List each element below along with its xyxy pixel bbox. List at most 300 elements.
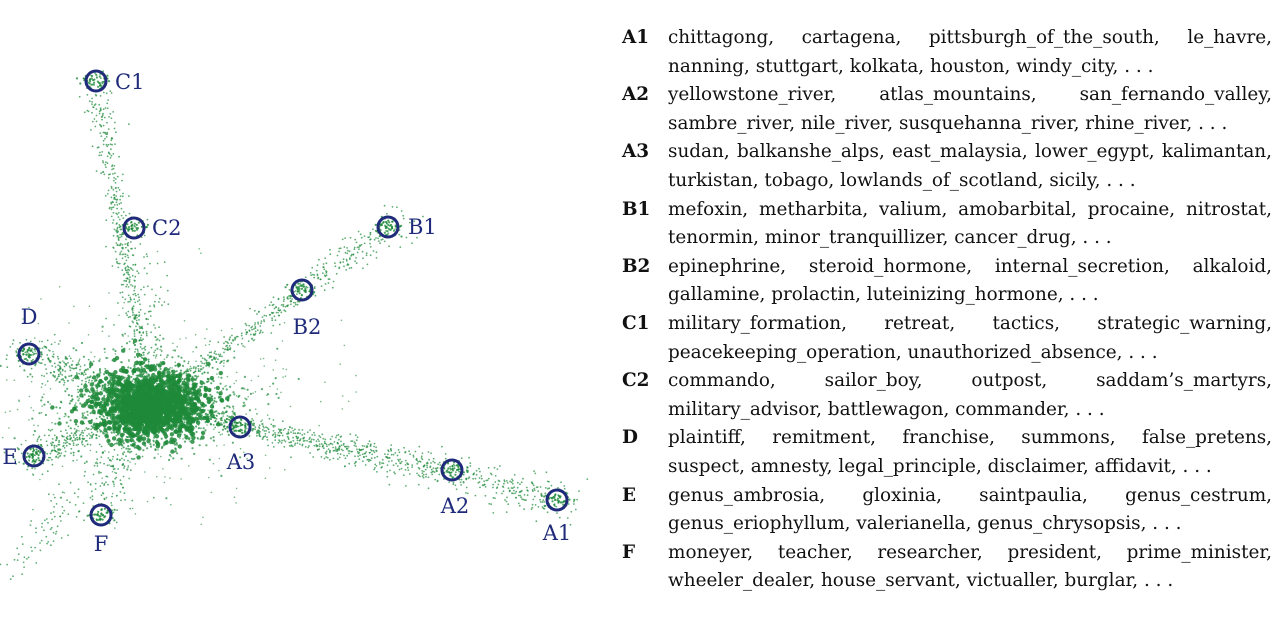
scatter-point: [17, 348, 19, 350]
scatter-point: [153, 364, 155, 366]
scatter-point: [234, 412, 236, 414]
scatter-point: [144, 389, 146, 391]
scatter-point: [51, 365, 53, 367]
scatter-point: [164, 358, 166, 360]
scatter-point: [253, 328, 255, 330]
scatter-point: [28, 419, 30, 421]
scatter-point: [283, 439, 285, 441]
scatter-point: [119, 459, 121, 461]
scatter-point: [332, 287, 334, 289]
scatter-point: [335, 448, 337, 450]
scatter-point: [370, 443, 372, 445]
scatter-point: [294, 443, 296, 445]
scatter-point: [215, 361, 217, 363]
scatter-point: [139, 376, 141, 378]
scatter-point: [44, 435, 46, 437]
scatter-point: [120, 361, 122, 363]
scatter-point: [92, 377, 94, 379]
scatter-point: [281, 442, 283, 444]
scatter-point: [64, 370, 66, 372]
scatter-point: [183, 360, 185, 362]
scatter-point: [118, 216, 120, 218]
scatter-point: [197, 365, 199, 367]
scatter-point: [149, 263, 151, 265]
scatter-point: [185, 405, 187, 407]
scatter-point: [154, 457, 156, 459]
scatter-point: [389, 484, 391, 486]
scatter-point: [233, 383, 235, 385]
scatter-point: [64, 492, 66, 494]
scatter-point: [277, 312, 279, 314]
scatter-point: [129, 428, 131, 430]
scatter-point: [134, 280, 136, 282]
scatter-point: [355, 375, 357, 377]
scatter-point: [511, 487, 513, 489]
scatter-point: [81, 380, 83, 382]
scatter-point: [200, 380, 202, 382]
scatter-point: [388, 245, 390, 247]
scatter-point: [47, 445, 49, 447]
scatter-point: [275, 359, 277, 361]
scatter-point: [416, 463, 418, 465]
scatter-point: [112, 406, 114, 408]
scatter-point: [209, 394, 211, 396]
scatter-point: [430, 452, 432, 454]
scatter-point: [123, 386, 125, 388]
scatter-point: [358, 448, 360, 450]
scatter-point: [119, 400, 121, 402]
scatter-point: [154, 306, 156, 308]
scatter-point: [535, 504, 537, 506]
scatter-point: [125, 280, 127, 282]
scatter-point: [287, 296, 289, 298]
scatter-point: [144, 471, 146, 473]
scatter-point: [518, 495, 520, 497]
scatter-point: [181, 412, 183, 414]
scatter-point: [461, 479, 463, 481]
scatter-point: [508, 487, 510, 489]
scatter-point: [192, 381, 194, 383]
scatter-point: [208, 416, 210, 418]
scatter-point: [171, 370, 173, 372]
scatter-point: [125, 382, 127, 384]
scatter-point: [391, 460, 393, 462]
scatter-point: [426, 463, 428, 465]
scatter-point: [210, 413, 212, 415]
scatter-point: [105, 403, 107, 405]
scatter-point: [77, 362, 79, 364]
scatter-point: [57, 421, 61, 425]
scatter-point: [130, 284, 132, 286]
scatter-point: [45, 384, 47, 386]
scatter-point: [418, 484, 420, 486]
scatter-point: [100, 126, 102, 128]
scatter-point: [321, 433, 323, 435]
scatter-point: [185, 398, 187, 400]
scatter-point: [128, 317, 130, 319]
scatter-point: [215, 421, 217, 423]
scatter-point: [106, 144, 108, 146]
scatter-point: [255, 408, 257, 410]
scatter-point: [205, 393, 207, 395]
scatter-point: [135, 435, 137, 437]
scatter-point: [88, 382, 90, 384]
scatter-point: [299, 443, 301, 445]
scatter-point: [188, 412, 190, 414]
scatter-point: [167, 396, 169, 398]
scatter-point: [245, 333, 247, 335]
scatter-point: [313, 432, 315, 434]
scatter-point: [96, 374, 98, 376]
scatter-point: [129, 390, 131, 392]
scatter-point: [393, 471, 395, 473]
scatter-point: [120, 379, 122, 381]
scatter-point: [147, 373, 149, 375]
scatter-point: [146, 256, 148, 258]
scatter-point: [168, 377, 170, 379]
scatter-point: [201, 419, 203, 421]
scatter-point: [99, 429, 101, 431]
scatter-point: [98, 104, 100, 106]
scatter-point: [70, 375, 72, 377]
scatter-point: [504, 499, 506, 501]
scatter-point: [66, 432, 68, 434]
scatter-point: [143, 286, 145, 288]
scatter-point: [139, 332, 141, 334]
scatter-point: [369, 452, 371, 454]
scatter-point: [325, 452, 327, 454]
scatter-point: [463, 481, 465, 483]
scatter-point: [107, 432, 109, 434]
scatter-point: [185, 418, 187, 420]
scatter-point: [273, 419, 275, 421]
scatter-point: [129, 276, 131, 278]
scatter-point: [57, 369, 59, 371]
scatter-point: [144, 442, 146, 444]
scatter-point: [112, 390, 114, 392]
scatter-point: [533, 488, 535, 490]
scatter-point: [197, 418, 199, 420]
scatter-point: [143, 354, 145, 356]
scatter-point: [2, 437, 4, 439]
scatter-point: [188, 465, 190, 467]
scatter-point: [411, 464, 413, 466]
scatter-point: [146, 430, 148, 432]
scatter-point: [205, 413, 207, 415]
scatter-point: [542, 506, 544, 508]
scatter-point: [136, 401, 138, 403]
scatter-point: [425, 474, 427, 476]
scatter-point: [54, 447, 56, 449]
scatter-point: [161, 424, 163, 426]
scatter-point: [138, 311, 140, 313]
scatter-point: [376, 456, 378, 458]
scatter-point: [208, 364, 210, 366]
scatter-point: [114, 426, 116, 428]
scatter-point: [214, 351, 216, 353]
scatter-point: [80, 366, 82, 368]
scatter-point: [175, 448, 177, 450]
scatter-point: [116, 422, 118, 424]
scatter-point: [448, 481, 450, 483]
scatter-point: [69, 435, 71, 437]
scatter-point: [348, 264, 350, 266]
scatter-point: [121, 254, 123, 256]
scatter-point: [282, 305, 284, 307]
scatter-point: [123, 253, 125, 255]
scatter-point: [112, 164, 114, 166]
scatter-point: [324, 439, 326, 441]
scatter-point: [330, 253, 332, 255]
scatter-point: [537, 490, 539, 492]
scatter-point: [479, 471, 481, 473]
scatter-point: [398, 234, 400, 236]
scatter-point: [99, 416, 101, 418]
scatter-point: [146, 331, 148, 333]
scatter-point: [96, 115, 98, 117]
scatter-point: [149, 400, 151, 402]
scatter-point: [110, 409, 112, 411]
scatter-point: [401, 210, 403, 212]
scatter-point: [335, 437, 337, 439]
scatter-point: [126, 384, 128, 386]
scatter-point: [54, 334, 56, 336]
scatter-point: [309, 452, 311, 454]
scatter-point: [89, 377, 91, 379]
scatter-point: [547, 511, 549, 513]
scatter-point: [237, 344, 239, 346]
scatter-point: [275, 306, 277, 308]
scatter-point: [172, 410, 174, 412]
scatter-point: [478, 468, 480, 470]
scatter-point: [348, 453, 350, 455]
scatter-point: [210, 437, 212, 439]
scatter-point: [196, 383, 198, 385]
scatter-point: [38, 323, 40, 325]
scatter-point: [111, 197, 113, 199]
scatter-point: [128, 359, 130, 361]
scatter-point: [172, 343, 174, 345]
scatter-point: [252, 423, 254, 425]
scatter-point: [358, 231, 360, 233]
scatter-point: [182, 383, 184, 385]
scatter-point: [89, 366, 91, 368]
scatter-point: [256, 413, 258, 415]
scatter-point: [234, 496, 236, 498]
scatter-point: [88, 334, 90, 336]
scatter-point: [90, 387, 94, 391]
scatter-point: [288, 442, 290, 444]
scatter-point: [139, 364, 141, 366]
scatter-point: [107, 193, 109, 195]
scatter-point: [121, 215, 123, 217]
scatter-point: [53, 353, 55, 355]
scatter-point: [541, 493, 543, 495]
scatter-point: [129, 213, 131, 215]
scatter-point: [149, 438, 151, 440]
scatter-point: [105, 166, 107, 168]
scatter-point: [230, 347, 232, 349]
scatter-point: [324, 257, 326, 259]
scatter-point: [369, 440, 371, 442]
scatter-point: [139, 303, 141, 305]
scatter-point: [274, 439, 276, 441]
scatter-point: [179, 438, 181, 440]
scatter-point: [174, 402, 176, 404]
scatter-point: [150, 365, 152, 367]
scatter-point: [108, 451, 110, 453]
scatter-point: [122, 291, 124, 293]
scatter-point: [559, 517, 561, 519]
scatter-point: [142, 372, 144, 374]
scatter-point: [155, 295, 157, 297]
scatter-point: [59, 407, 61, 409]
scatter-point: [90, 450, 92, 452]
scatter-point: [532, 499, 534, 501]
scatter-point: [242, 338, 244, 340]
scatter-point: [180, 420, 182, 422]
scatter-point: [78, 430, 80, 432]
scatter-point: [43, 375, 45, 377]
scatter-point: [127, 273, 129, 275]
scatter-point: [172, 411, 174, 413]
scatter-point: [76, 444, 78, 446]
scatter-point: [162, 419, 164, 421]
scatter-point: [365, 456, 367, 458]
scatter-point: [159, 349, 161, 351]
scatter-point: [370, 246, 372, 248]
scatter-point: [229, 419, 231, 421]
scatter-point: [208, 366, 210, 368]
scatter-point: [98, 398, 100, 400]
scatter-point: [104, 164, 106, 166]
scatter-point: [540, 486, 542, 488]
scatter-point: [205, 365, 207, 367]
scatter-point: [81, 342, 83, 344]
scatter-point: [460, 481, 462, 483]
scatter-point: [121, 180, 123, 182]
scatter-point: [228, 434, 230, 436]
scatter-point: [324, 289, 326, 291]
scatter-point: [339, 363, 341, 365]
scatter-point: [142, 449, 144, 451]
scatter-point: [449, 468, 451, 470]
scatter-point: [223, 352, 225, 354]
scatter-point: [273, 296, 275, 298]
scatter-point: [263, 365, 265, 367]
scatter-point: [393, 454, 395, 456]
scatter-point: [159, 340, 161, 342]
scatter-point: [85, 383, 87, 385]
scatter-point: [93, 397, 95, 399]
scatter-point: [136, 455, 140, 459]
scatter-point: [258, 426, 260, 428]
scatter-point: [198, 406, 200, 408]
scatter-point: [328, 444, 330, 446]
scatter-point: [282, 376, 284, 378]
scatter-point: [113, 485, 115, 487]
scatter-point: [127, 407, 129, 409]
scatter-point: [246, 428, 248, 430]
scatter-point: [81, 383, 83, 385]
scatter-point: [146, 447, 148, 449]
scatter-point: [108, 387, 110, 389]
scatter-point: [74, 404, 76, 406]
scatter-point: [201, 373, 203, 375]
scatter-point: [290, 300, 292, 302]
scatter-point: [123, 397, 125, 399]
scatter-point: [195, 431, 197, 433]
scatter-point: [85, 378, 87, 380]
scatter-point: [194, 407, 196, 409]
scatter-point: [123, 446, 125, 448]
scatter-point: [345, 457, 347, 459]
scatter-point: [106, 103, 108, 105]
scatter-point: [275, 377, 277, 379]
scatter-point: [245, 329, 247, 331]
scatter-point: [158, 385, 160, 387]
scatter-point: [190, 370, 192, 372]
scatter-point: [374, 457, 376, 459]
scatter-point: [248, 325, 250, 327]
scatter-point: [126, 272, 128, 274]
scatter-point: [54, 363, 56, 365]
scatter-point: [332, 447, 334, 449]
scatter-point: [123, 280, 125, 282]
scatter-point: [290, 431, 292, 433]
scatter-point: [278, 442, 280, 444]
scatter-point: [102, 411, 104, 413]
scatter-point: [95, 437, 97, 439]
scatter-point: [318, 259, 320, 261]
scatter-point: [197, 421, 199, 423]
scatter-point: [255, 326, 257, 328]
scatter-point: [134, 331, 136, 333]
scatter-point: [226, 405, 228, 407]
scatter-point: [284, 322, 286, 324]
scatter-point: [25, 440, 27, 442]
scatter-point: [433, 458, 435, 460]
scatter-point: [262, 429, 264, 431]
scatter-point: [19, 401, 21, 403]
scatter-point: [302, 429, 304, 431]
scatter-point: [329, 249, 331, 251]
scatter-point: [359, 245, 361, 247]
scatter-point: [114, 172, 116, 174]
scatter-point: [283, 300, 285, 302]
scatter-point: [192, 398, 194, 400]
scatter-point: [403, 474, 405, 476]
scatter-point: [132, 312, 134, 314]
scatter-point: [227, 415, 229, 417]
scatter-point: [351, 267, 353, 269]
scatter-point: [169, 477, 171, 479]
scatter-point: [121, 208, 123, 210]
scatter-point: [490, 503, 492, 505]
scatter-point: [293, 302, 295, 304]
scatter-point: [191, 395, 193, 397]
scatter-point: [326, 445, 328, 447]
scatter-point: [315, 295, 317, 297]
scatter-point: [182, 386, 184, 388]
scatter-point: [68, 375, 70, 377]
scatter-point: [189, 408, 191, 410]
scatter-point: [103, 373, 105, 375]
scatter-point: [452, 477, 454, 479]
scatter-point: [161, 350, 163, 352]
scatter-point: [220, 434, 222, 436]
scatter-point: [364, 235, 366, 237]
